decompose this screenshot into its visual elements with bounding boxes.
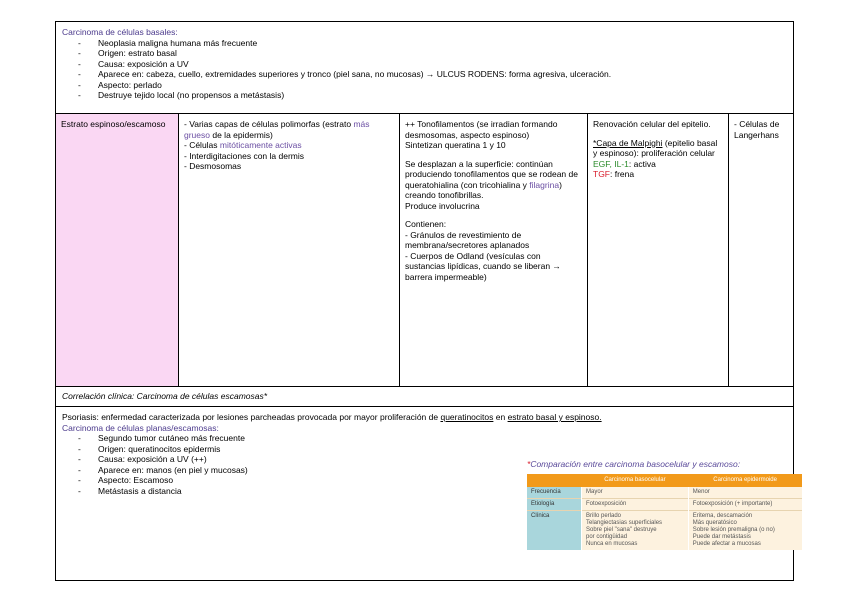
header-epidermoide: Carcinoma epidermoide <box>688 474 802 487</box>
paragraph: - Cuerpos de Odland (vesículas con sustancias lipídicas, cuando se liberan → barrera impermeable) <box>405 250 561 282</box>
table-cell: Eritema, descamación Más queratósico Sobre lesión premaligna (o no) Puede dar metástasis Puede afectar a mucosas <box>688 510 802 550</box>
list-item: - Metástasis a distancia <box>78 486 787 497</box>
description-line: - Varias capas de células polimorfas (estrato más grueso de la epidermis) <box>184 119 370 140</box>
list-item: - Aparece en: cabeza, cuello, extremidades superiores y tronco (piel sana, no mucosas) → ULCUS RODENS: forma agresiva, ulceración. <box>78 69 787 80</box>
squamous-carcinoma-section <box>56 407 793 582</box>
list-item: - Aspecto: perlado <box>78 80 787 91</box>
cells-description-cell <box>179 114 400 386</box>
paragraph: Sintetizan queratina 1 y 10 <box>405 140 506 150</box>
paragraph: Se desplazan a la superficie: continúan produciendo tonofilamentos que se rodean de queratohialina (con tricohialina y filagrina) creando tonofibrillas. <box>405 158 578 200</box>
paragraph: EGF, IL-1: activa <box>593 158 656 169</box>
table-cell: Brillo perlado Telangiectasias superficiales Sobre piel "sana" destruye por contigüidad Nunca en mucosas <box>582 510 689 550</box>
list-item: - Aparece en: manos (en piel y mucosas) <box>78 465 787 476</box>
paragraph: Produce involucrina <box>405 200 480 211</box>
renewal-cell <box>588 114 729 386</box>
header-blank <box>527 474 582 487</box>
table-cell: Menor <box>688 487 802 499</box>
table-row <box>527 510 802 550</box>
comparison-table <box>527 474 802 550</box>
table-cell: Mayor <box>582 487 689 499</box>
list-item: - Aspecto: Escamoso <box>78 475 787 486</box>
clinical-correlation-text: Correlación clínica: Carcinoma de células escamosas* <box>62 391 268 401</box>
clinical-correlation <box>56 387 793 407</box>
paragraph: Renovación celular del epitelio. <box>593 119 711 129</box>
comparison-figure <box>527 459 802 550</box>
paragraph: TGF: frena <box>593 169 635 179</box>
row-label: Clínica <box>527 510 582 550</box>
stratum-spinosum-row <box>56 114 793 387</box>
psoriasis-text: Psoriasis: enfermedad caracterizada por lesiones parcheadas provocada por mayor proliferación de queratinocitos en estrato basal y espinoso. <box>62 412 602 422</box>
table-cell: Fotoexposición <box>582 498 689 510</box>
row-label: Frecuencia <box>527 487 582 499</box>
table-row <box>527 487 802 499</box>
description-line: - Desmosomas <box>184 161 242 171</box>
list-item: - Causa: exposición a UV <box>78 59 787 70</box>
paragraph: *Capa de Malpighi (epitelio basal y espinoso): proliferación celular <box>593 137 718 158</box>
list-item: - Origen: estrato basal <box>78 48 787 59</box>
list-item: - Neoplasia maligna humana más frecuente <box>78 38 787 49</box>
list-item: - Segundo tumor cutáneo más frecuente <box>78 433 787 444</box>
table-cell: Fotoexposición (+ importante) <box>688 498 802 510</box>
langerhans-cell <box>729 114 795 386</box>
row-label: Etiología <box>527 498 582 510</box>
description-line: - Células mitóticamente activas <box>184 140 302 150</box>
list-item: - Origen: queratinocitos epidermis <box>78 444 787 455</box>
header-basocelular: Carcinoma basocelular <box>582 474 689 487</box>
paragraph: ++ Tonofilamentos (se irradian formando desmosomas, aspecto espinoso) <box>405 119 558 140</box>
paragraph: - Gránulos de revestimiento de membrana/secretores aplanados <box>405 229 530 250</box>
basal-cell-carcinoma-section <box>56 22 793 114</box>
tonofilaments-cell <box>400 114 588 386</box>
stratum-name: Estrato espinoso/escamoso <box>61 119 166 129</box>
description-line: - Interdigitaciones con la dermis <box>184 150 305 161</box>
list-item: - Destruye tejido local (no propensos a metástasis) <box>78 90 787 101</box>
basal-carcinoma-list <box>62 38 787 101</box>
stratum-name-cell <box>56 114 179 386</box>
basal-carcinoma-title: Carcinoma de células basales: <box>62 27 178 37</box>
paragraph: Contienen: <box>405 219 447 229</box>
comparison-title: *Comparación entre carcinoma basocelular y escamoso: <box>527 459 741 469</box>
langerhans-text: - Células de Langerhans <box>734 119 780 140</box>
table-row <box>527 498 802 510</box>
list-item: - Causa: exposición a UV (++) <box>78 454 787 465</box>
squamous-carcinoma-title: Carcinoma de células planas/escamosas: <box>62 422 219 433</box>
document-page <box>55 21 794 581</box>
